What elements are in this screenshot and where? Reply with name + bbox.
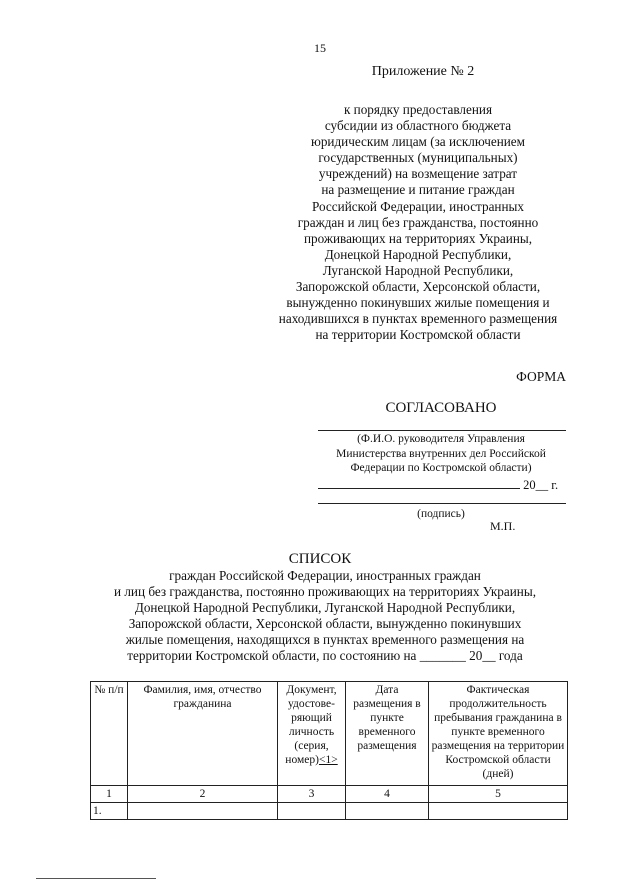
approver-description: [318, 432, 564, 476]
column-number: 2: [128, 786, 278, 803]
approval-date-suffix: 20__ г.: [520, 478, 559, 492]
column-number: 5: [429, 786, 568, 803]
header-cell-text: Документ, удостове-ряющий личность (серия, номер): [285, 684, 337, 766]
approver-desc-line: Федерации по Костромской области): [350, 462, 532, 474]
list-line: граждан Российской Федерации, иностранных граждан: [169, 568, 481, 583]
column-number: 1: [91, 786, 128, 803]
approval-date-row: [318, 477, 566, 493]
header-cell: Фамилия, имя, отчество гражданина: [128, 682, 278, 786]
header-cell: [278, 682, 346, 786]
page-number: 15: [314, 41, 326, 55]
header-cell: Фактическая продолжительность пребывания гражданина в пункте временного размещения на территории Костромской области (дней): [429, 682, 568, 786]
list-line: территории Костромской области, по состоянию на _______ 20__ года: [127, 648, 523, 664]
table-cell: [128, 803, 278, 820]
appendix-line: вынужденно покинувших жилые помещения и: [286, 295, 550, 311]
table-header-row: [91, 682, 568, 786]
list-line: жилые помещения, находящихся в пунктах временного размещения на: [125, 632, 525, 648]
table-row: [91, 803, 568, 820]
stamp-label: М.П.: [490, 519, 516, 533]
appendix-line: государственных (муниципальных): [318, 150, 518, 166]
table-cell: [346, 803, 429, 820]
list-line: и лиц без гражданства, постоянно проживающих на территориях Украины,: [113, 584, 537, 600]
appendix-line: на территории Костромской области: [315, 327, 521, 343]
list-subtitle: [80, 568, 570, 665]
header-cell: № п/п: [91, 682, 128, 786]
appendix-line: Российской Федерации, иностранных: [312, 198, 524, 214]
table-cell: [278, 803, 346, 820]
appendix-line: Донецкой Народной Республики,: [324, 246, 512, 262]
approver-name-line: [318, 430, 566, 431]
appendix-line: к порядку предоставления: [343, 102, 493, 117]
appendix-line: учреждений) на возмещение затрат: [318, 166, 518, 182]
table-cell: [429, 803, 568, 820]
column-number: 4: [346, 786, 429, 803]
appendix-title: Приложение № 2: [371, 64, 475, 79]
approval-heading: СОГЛАСОВАНО: [385, 400, 497, 416]
header-cell: Дата размещения в пункте временного размещения: [346, 682, 429, 786]
list-title: СПИСОК: [288, 551, 352, 567]
date-blank-line: [318, 477, 520, 489]
table-number-row: [91, 786, 568, 803]
appendix-line: находившихся в пунктах временного размещения: [278, 311, 558, 327]
approver-desc-line: Министерства внутренних дел Российской: [336, 447, 546, 460]
citizens-table: [90, 681, 568, 820]
appendix-line: граждан и лиц без гражданства, постоянно: [297, 214, 539, 230]
form-label: ФОРМА: [516, 369, 566, 384]
appendix-line: проживающих на территориях Украины,: [303, 230, 533, 246]
table-cell: 1.: [91, 803, 128, 820]
appendix-line: юридическим лицам (за исключением: [310, 134, 526, 150]
signature-line: [318, 503, 566, 504]
appendix-line: на размещение и питание граждан: [321, 182, 515, 198]
footnote-separator: [36, 878, 156, 879]
appendix-line: субсидии из областного бюджета: [324, 118, 512, 134]
list-line: Донецкой Народной Республики, Луганской Народной Республики,: [134, 600, 516, 616]
signature-label: (подпись): [417, 508, 465, 520]
column-number: 3: [278, 786, 346, 803]
footnote-ref: <1>: [318, 754, 338, 766]
approver-desc-line: (Ф.И.О. руководителя Управления: [357, 433, 525, 445]
appendix-line: Луганской Народной Республики,: [322, 262, 514, 278]
appendix-line: Запорожской области, Херсонской области,: [295, 279, 541, 295]
list-line: Запорожской области, Херсонской области, вынужденно покинувших: [128, 616, 522, 632]
appendix-text: [268, 102, 568, 343]
